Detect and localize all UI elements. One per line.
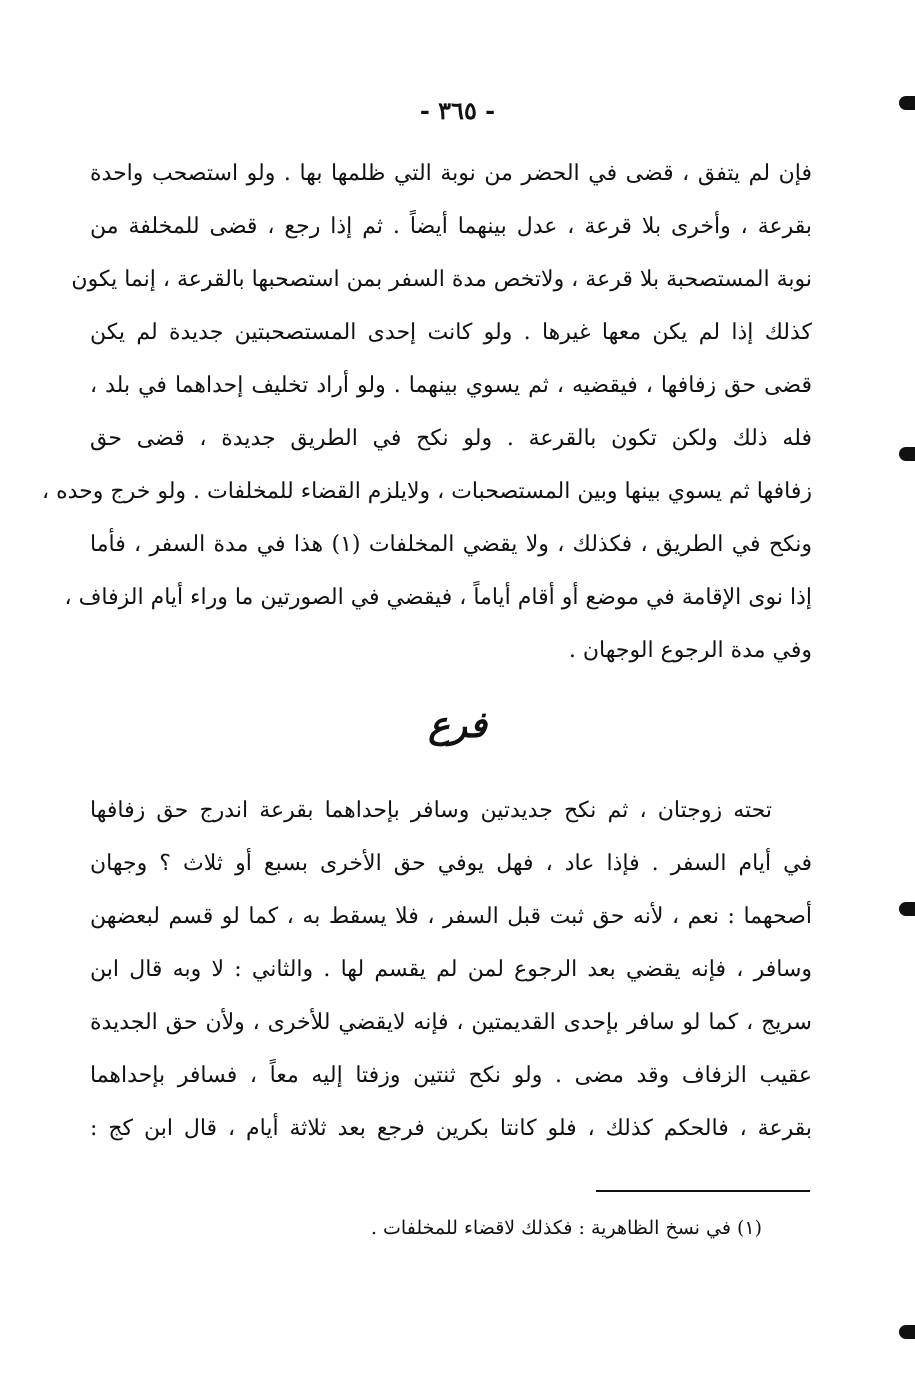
text-line: في أيام السفر . فإذا عاد ، فهل يوفي حق الأخرى بسبع أو ثلاث ؟ وجهان [90, 851, 812, 876]
text-line: وسافر ، فإنه يقضي بعد الرجوع لمن لم يقسم لها . والثاني : لا وبه قال ابن [90, 957, 812, 982]
text-line: فإن لم يتفق ، قضى في الحضر من نوبة التي ظلمها بها . ولو استصحب واحدة [90, 161, 812, 186]
text-line: كذلك إذا لم يكن معها غيرها . ولو كانت إحدى المستصحبتين جديدة لم يكن [90, 320, 812, 345]
footnote: (١) في نسخ الظاهرية : فكذلك لاقضاء للمخلفات . [370, 1217, 762, 1239]
body-paragraph-1 [42, 147, 812, 677]
text-line: بقرعة ، وأخرى بلا قرعة ، عدل بينهما أيضاً . ثم إذا رجع ، قضى للمخلفة من [90, 214, 812, 239]
text-line: إذا نوى الإقامة في موضع أو أقام أياماً ، فيقضي في الصورتين ما وراء أيام الزفاف ، [64, 585, 812, 610]
text-line: نوبة المستصحبة بلا قرعة ، ولاتخص مدة السفر بمن استصحبها بالقرعة ، إنما يكون [71, 267, 812, 292]
text-line: ونكح في الطريق ، فكذلك ، ولا يقضي المخلفات (١) هذا في مدة السفر ، فأما [90, 532, 812, 557]
text-line: فله ذلك ولكن تكون بالقرعة . ولو نكح في الطريق جديدة ، قضى حق [90, 426, 812, 451]
text-line: قضى حق زفافها ، فيقضيه ، ثم يسوي بينهما . ولو أراد تخليف إحداهما في بلد ، [90, 373, 812, 398]
text-line: تحته زوجتان ، ثم نكح جديدتين وسافر بإحداهما بقرعة اندرج حق زفافها [90, 798, 772, 823]
body-paragraph-2 [90, 784, 812, 1155]
margin-mark [899, 447, 915, 461]
text-line: زفافها ثم يسوي بينها وبين المستصحبات ، ولايلزم القضاء للمخلفات . ولو خرج وحده ، [42, 479, 812, 504]
footnote-separator [596, 1190, 810, 1192]
text-line: عقيب الزفاف وقد مضى . ولو نكح ثنتين وزفتا إليه معاً ، فسافر بإحداهما [90, 1063, 812, 1088]
text-line: سريج ، كما لو سافر بإحدى القديمتين ، فإنه لايقضي للأخرى ، ولأن حق الجديدة [90, 1010, 812, 1035]
margin-mark [899, 96, 915, 110]
page-number: - ٣٦٥ - [419, 96, 496, 125]
text-line: بقرعة ، فالحكم كذلك ، فلو كانتا بكرين فرجع بعد ثلاثة أيام ، قال ابن كج : [90, 1116, 812, 1141]
margin-mark [899, 902, 915, 916]
text-line: أصحهما : نعم ، لأنه حق ثبت قبل السفر ، فلا يسقط به ، كما لو قسم لبعضهن [90, 904, 812, 929]
text-line: وفي مدة الرجوع الوجهان . [568, 638, 812, 663]
section-heading: فرع [428, 704, 487, 746]
margin-mark [899, 1325, 915, 1339]
